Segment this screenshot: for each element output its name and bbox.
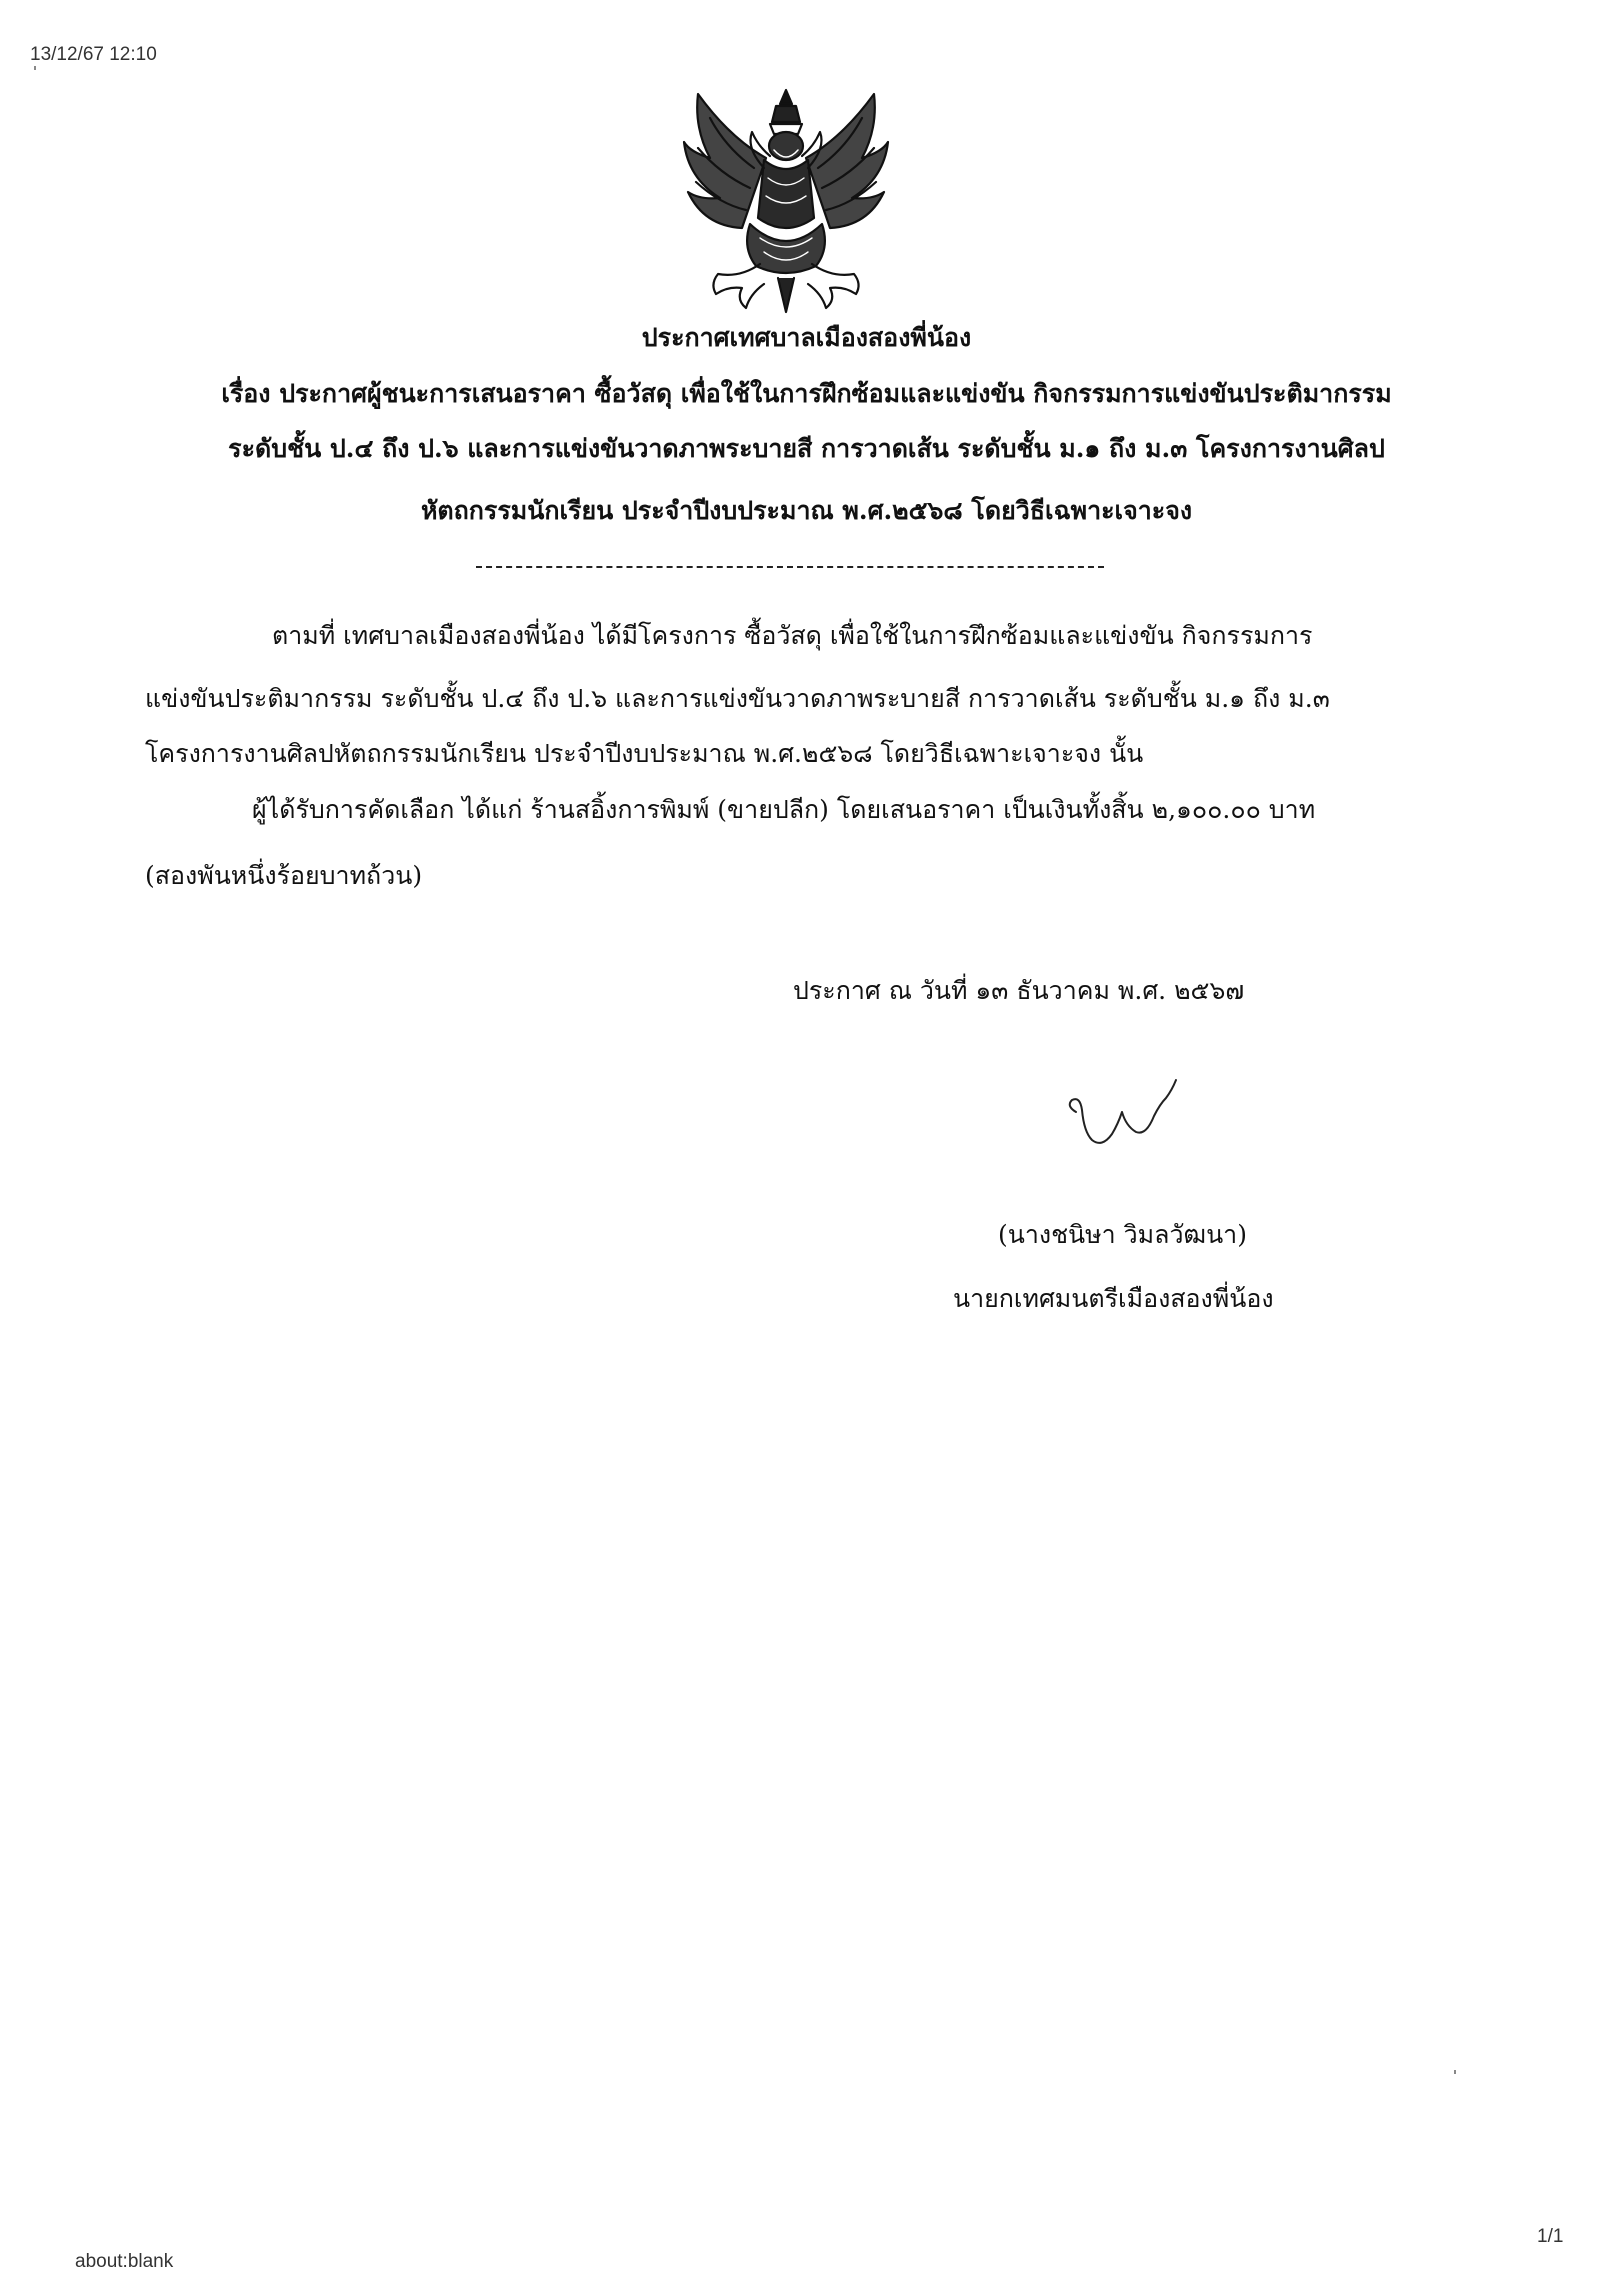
document-subject-line-1: เรื่อง ประกาศผู้ชนะการเสนอราคา ซื้อวัสดุ เพื่อใช้ในการฝึกซ้อมและแข่งขัน กิจกรรมการแข่งขันประติมากรรม <box>221 379 1392 408</box>
print-timestamp: 13/12/67 12:10 <box>30 44 157 65</box>
handwritten-signature <box>1062 1076 1192 1166</box>
signer-position: นายกเทศมนตรีเมืองสองพี่น้อง <box>953 1284 1274 1313</box>
body-paragraph-line-2: แข่งขันประติมากรรม ระดับชั้น ป.๔ ถึง ป.๖ และการแข่งขันวาดภาพระบายสี การวาดเส้น ระดับชั้น ม.๑ ถึง ม.๓ <box>145 684 1330 713</box>
title-divider <box>476 566 1104 568</box>
document-subject-line-3: หัตถกรรมนักเรียน ประจำปีงบประมาณ พ.ศ.๒๕๖๘ โดยวิธีเฉพาะเจาะจง <box>420 496 1193 525</box>
signer-name: (นางชนิษา วิมลวัฒนา) <box>998 1220 1247 1249</box>
body-paragraph-line-5: (สองพันหนึ่งร้อยบาทถ้วน) <box>145 861 423 890</box>
body-paragraph-line-1: ตามที่ เทศบาลเมืองสองพี่น้อง ได้มีโครงการ ซื้อวัสดุ เพื่อใช้ในการฝึกซ้อมและแข่งขัน กิจกรรมการ <box>272 621 1313 650</box>
body-paragraph-line-3: โครงการงานศิลปหัตถกรรมนักเรียน ประจำปีงบประมาณ พ.ศ.๒๕๖๘ โดยวิธีเฉพาะเจาะจง นั้น <box>145 739 1144 768</box>
announcement-date: ประกาศ ณ วันที่ ๑๓ ธันวาคม พ.ศ. ๒๕๖๗ <box>793 976 1245 1005</box>
garuda-emblem-icon <box>680 88 892 314</box>
scan-speck <box>34 66 36 70</box>
print-url: about:blank <box>75 2251 174 2272</box>
document-subject-line-2: ระดับชั้น ป.๔ ถึง ป.๖ และการแข่งขันวาดภาพระบายสี การวาดเส้น ระดับชั้น ม.๑ ถึง ม.๓ โครงการงานศิลป <box>228 434 1385 463</box>
body-paragraph-line-4: ผู้ได้รับการคัดเลือก ได้แก่ ร้านสอิ้งการพิมพ์ (ขายปลีก) โดยเสนอราคา เป็นเงินทั้งสิ้น ๒,๑๐๐.๐๐ บาท <box>252 795 1316 824</box>
document-org-title: ประกาศเทศบาลเมืองสองพี่น้อง <box>641 323 972 352</box>
scan-speck <box>1454 2070 1456 2074</box>
print-page-number: 1/1 <box>1537 2226 1564 2247</box>
